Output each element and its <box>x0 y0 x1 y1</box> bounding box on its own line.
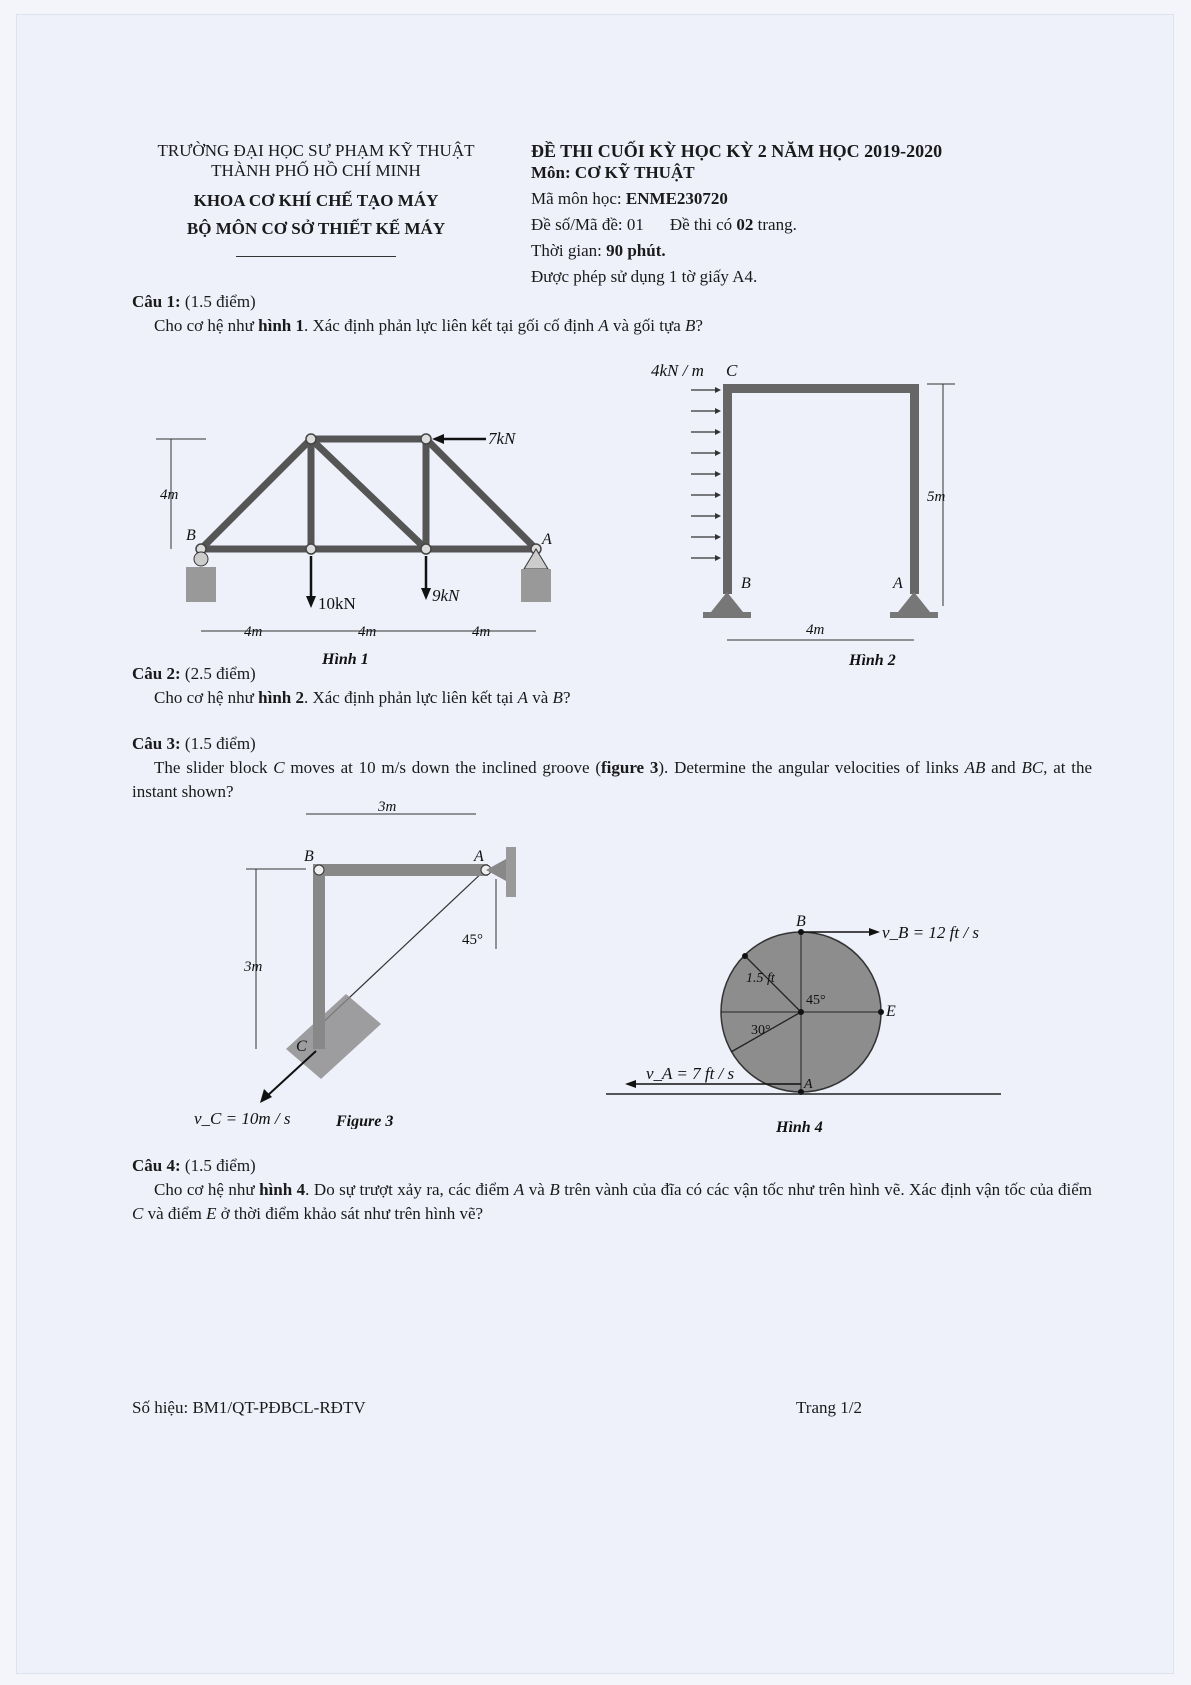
q1-title: Câu 1: <box>132 292 181 311</box>
course-code: ENME230720 <box>625 189 728 208</box>
subject: CƠ KỸ THUẬT <box>574 163 695 182</box>
fig2-label-c: C <box>726 361 738 380</box>
fig4-vb: v_B = 12 ft / s <box>882 923 979 942</box>
department: BỘ MÔN CƠ SỞ THIẾT KẾ MÁY <box>186 219 446 238</box>
question-4: Câu 4: (1.5 điểm) Cho cơ hệ như hình 4. Do sự trượt xảy ra, các điểm A và B trên vành của đĩa có các vận tốc như trên hình vẽ. Xác định vận tốc của điểm C và điểm E ở thời điểm khảo sát như trên hình vẽ? <box>132 1156 1092 1223</box>
support-a <box>521 549 551 602</box>
frame-members <box>723 384 919 594</box>
time-line: Thời gian: 90 phút. <box>531 241 666 260</box>
header-left <box>126 138 506 257</box>
fig1-span2: 4m <box>358 624 377 640</box>
wall-mount-a <box>506 847 516 897</box>
fig2-height: 5m <box>927 489 946 505</box>
allowed-line: Được phép sử dụng 1 tờ giấy A4. <box>531 267 758 286</box>
fig4-label-b: B <box>796 913 806 930</box>
fig2-label-b: B <box>741 575 751 592</box>
question-1: Câu 1: (1.5 điểm) Cho cơ hệ như hình 1. Xác định phản lực liên kết tại gối cố định A và gối tựa B? <box>132 292 703 335</box>
fig2-caption: Hình 2 <box>849 652 896 669</box>
support-b <box>186 552 216 602</box>
footer-doc-id: Số hiệu: BM1/QT-PĐBCL-RĐTV <box>132 1398 366 1417</box>
fig1-label-a: A <box>542 531 552 548</box>
figure-1-truss <box>146 394 576 674</box>
q2-title: Câu 2: <box>132 664 181 683</box>
fig4-radius: 1.5 ft <box>746 971 775 986</box>
exam-page <box>16 14 1174 1674</box>
exam-no-line: Đề số/Mã đề: 01 Đề thi có 02 trang. <box>531 215 797 234</box>
fig2-dist-load: 4kN / m <box>651 361 704 380</box>
fig2-width: 4m <box>806 622 825 638</box>
fig1-label-b: B <box>186 527 196 544</box>
fig3-top-dim: 3m <box>378 799 397 815</box>
header-divider <box>236 256 396 257</box>
fig4-angle1: 45° <box>806 993 826 1008</box>
fig1-span1: 4m <box>244 624 263 640</box>
fig3-caption: Figure 3 <box>336 1113 394 1129</box>
exam-no: 01 <box>626 215 644 234</box>
frame-supports <box>703 592 938 618</box>
fig3-label-b: B <box>304 848 314 865</box>
university-line2: THÀNH PHỐ HỒ CHÍ MINH <box>211 161 421 180</box>
figure-3-linkage <box>156 789 526 1129</box>
link-ab <box>313 864 488 876</box>
fig3-label-a: A <box>474 848 484 865</box>
course-code-line: Mã môn học: ENME230720 <box>531 189 728 208</box>
q3-title: Câu 3: <box>132 734 181 753</box>
fig4-label-e: E <box>886 1003 896 1020</box>
fig1-force-top: 7kN <box>488 429 516 448</box>
truss-members <box>201 439 536 549</box>
fig1-height-label: 4m <box>160 487 179 503</box>
fig1-span3: 4m <box>472 624 491 640</box>
header-right <box>531 138 1091 290</box>
time-value: 90 phút. <box>606 241 666 260</box>
exam-title: ĐỀ THI CUỐI KỲ HỌC KỲ 2 NĂM HỌC 2019-2020 <box>531 141 943 161</box>
footer-page-number: Trang 1/2 <box>796 1398 862 1417</box>
fig4-angle2: 30° <box>751 1023 771 1038</box>
fig4-caption: Hình 4 <box>776 1119 823 1136</box>
subject-line: Môn: CƠ KỸ THUẬT <box>531 163 695 182</box>
fig4-va: v_A = 7 ft / s <box>646 1064 735 1083</box>
fig1-caption: Hình 1 <box>322 651 369 668</box>
fig2-label-a: A <box>893 575 903 592</box>
q4-title: Câu 4: <box>132 1156 181 1175</box>
link-bc <box>313 869 325 1049</box>
question-2: Câu 2: (2.5 điểm) Cho cơ hệ như hình 2. Xác định phản lực liên kết tại A và B? <box>132 664 571 707</box>
fig3-side-dim: 3m <box>244 959 263 975</box>
faculty: KHOA CƠ KHÍ CHẾ TẠO MÁY <box>193 191 439 210</box>
figure-4-disk <box>606 904 1026 1139</box>
fig3-velocity: v_C = 10m / s <box>194 1109 291 1128</box>
fig1-load2: 9kN <box>432 586 460 605</box>
fig3-angle: 45° <box>462 932 483 948</box>
figure-2-frame <box>631 334 971 674</box>
university-line1: TRƯỜNG ĐẠI HỌC SƯ PHẠM KỸ THUẬT <box>157 141 475 160</box>
fig1-load1: 10kN <box>318 594 356 613</box>
fig4-label-a: A <box>804 1077 813 1092</box>
distributed-load-arrows <box>691 390 717 558</box>
fig3-label-c: C <box>296 1038 307 1055</box>
question-3: Câu 3: (1.5 điểm) The slider block C moves at 10 m/s down the inclined groove (figure 3). Determine the angular velocities of links AB and BC, at the instant shown? <box>132 734 1093 801</box>
